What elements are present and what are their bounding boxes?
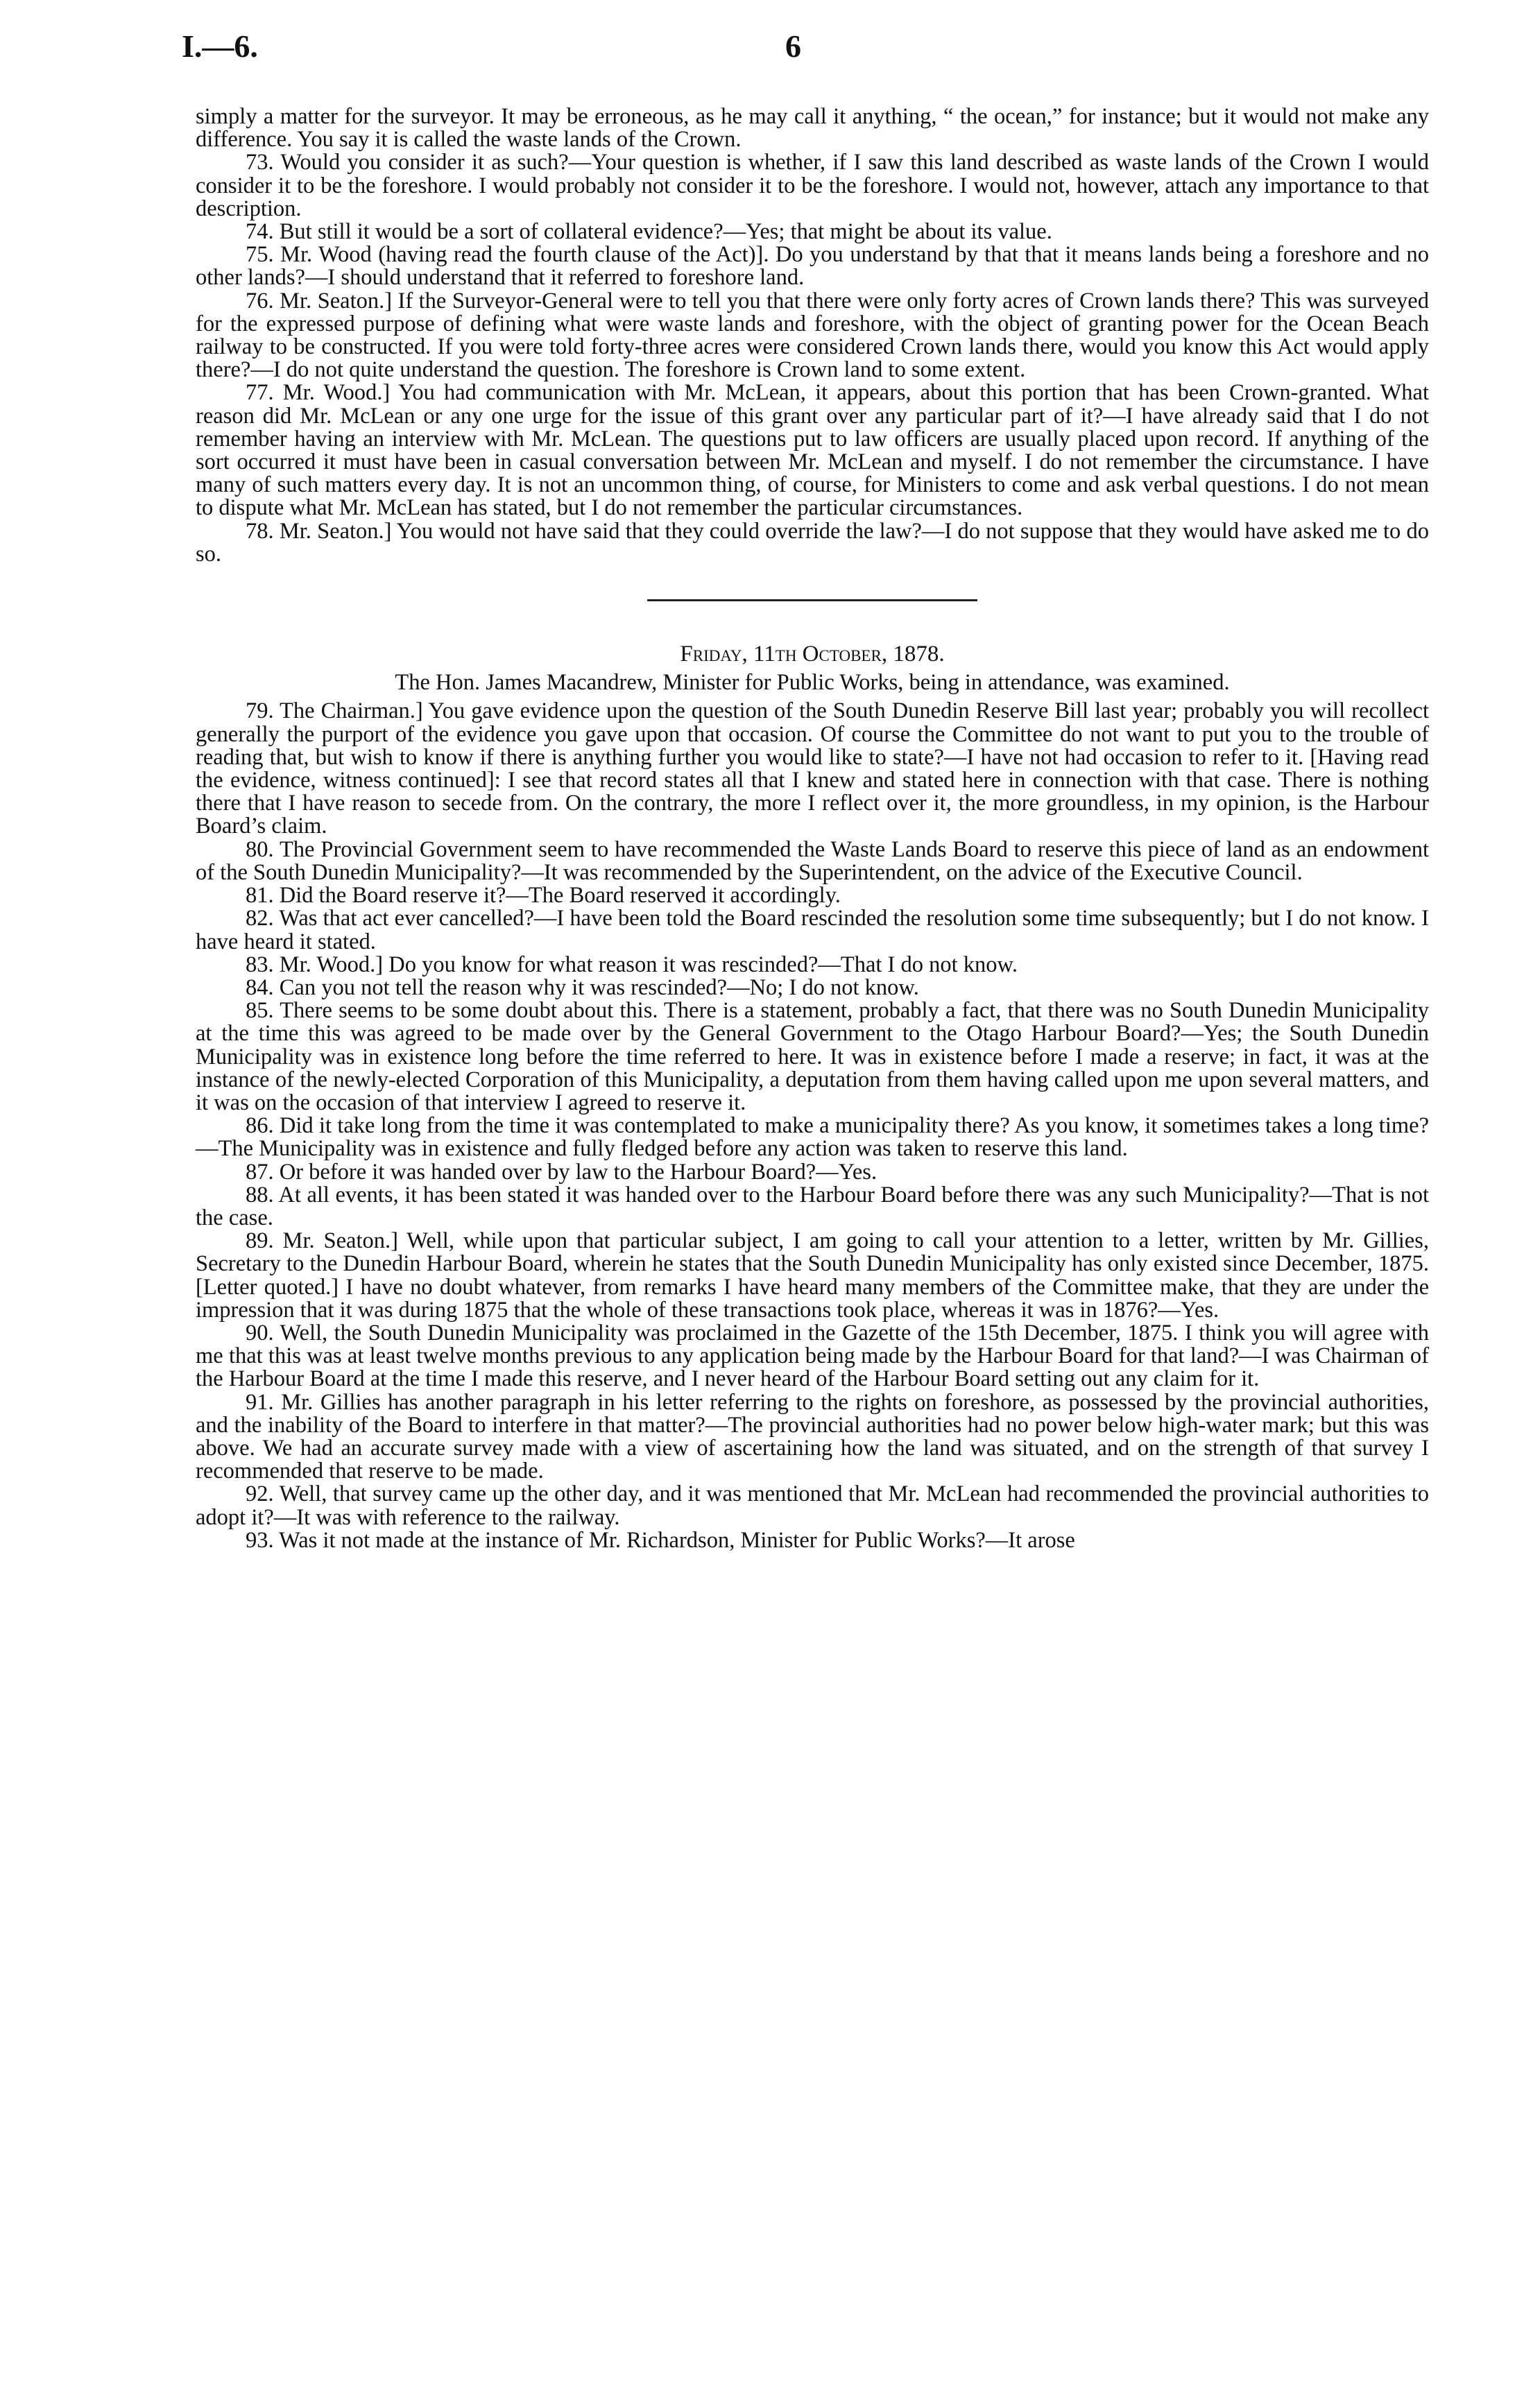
paragraph-76: 76. Mr. Seaton.] If the Surveyor-General were to tell you that there were only forty acres of Crown lands there? This was surveyed for the expressed purpose of defining what were waste lands and foreshore, with the object of granting power for the Ocean Beach railway to be constructed. If you were told forty-three acres were considered Crown lands there, would you know this Act would apply there?—I do not quite understand the question. The foreshore is Crown land to some extent. <box>196 288 1429 383</box>
paragraph-84: 84. Can you not tell the reason why it was rescinded?—No; I do not know. <box>246 974 919 1000</box>
paragraph-75: 75. Mr. Wood (having read the fourth clause of the Act)]. Do you understand by that that it means lands being a foreshore and no other lands?—I should understand that it referred to foreshore land. <box>196 242 1429 291</box>
document-body <box>196 105 1429 1552</box>
paragraph-91: 91. Mr. Gillies has another paragraph in his letter referring to the rights on foreshore, as possessed by the provincial authorities, and the inability of the Board to interfere in that matter?—The provincial authorities had no power below high-water mark; but this was above. We had an accurate survey made with a view of ascertaining how the land was situated, and on the strength of that survey I recommended that reserve to be made. <box>196 1389 1429 1484</box>
paragraph-89: 89. Mr. Seaton.] Well, while upon that particular subject, I am going to call your attention to a letter, written by Mr. Gillies, Secretary to the Dunedin Harbour Board, wherein he states that the South Dunedin Municipality has only existed since December, 1875. [Letter quoted.] I have no doubt whatever, from remarks I have heard many members of the Committee make, that they are under the impression that it was during 1875 that the whole of these transactions took place, whereas it was in 1876?—Yes. <box>196 1228 1429 1323</box>
parliamentary-paper-reference: I.—6. <box>182 28 258 64</box>
paragraph-73: 73. Would you consider it as such?—Your question is whether, if I saw this land described as waste lands of the Crown I would consider it to be the foreshore. I would probably not consider it to be the foreshore. I would not, however, attach any importance to that description. <box>196 150 1429 221</box>
session-date-heading: Friday, 11th October, 1878. <box>680 642 945 667</box>
paragraph-80: 80. The Provincial Government seem to have recommended the Waste Lands Board to reserve this piece of land as an endowment of the South Dunedin Municipality?—It was recommended by the Superintendent, on the advice of the Executive Council. <box>196 836 1429 885</box>
paragraph-77: 77. Mr. Wood.] You had communication with Mr. McLean, it appears, about this portion that has been Crown-granted. What reason did Mr. McLean or any one urge for the issue of this grant over any particular part of it?—I have already said that I do not remember having an interview with Mr. McLean. The questions put to law officers are usually placed upon record. If anything of the sort occurred it must have been in casual conversation between Mr. McLean and myself. I do not remember the circumstance. I have many of such matters every day. It is not an uncommon thing, of course, for Ministers to come and ask verbal questions. I do not mean to dispute what Mr. McLean has stated, but I do not remember the particular circumstances. <box>196 380 1429 521</box>
paragraph-74: 74. But still it would be a sort of collateral evidence?—Yes; that might be about its value. <box>246 219 1052 245</box>
paragraph-87: 87. Or before it was handed over by law to the Harbour Board?—Yes. <box>246 1159 877 1185</box>
page-header <box>182 28 1403 76</box>
paragraph-81: 81. Did the Board reserve it?—The Board reserved it accordingly. <box>246 883 841 909</box>
paragraph-90: 90. Well, the South Dunedin Municipality was proclaimed in the Gazette of the 15th December, 1875. I think you will agree with me that this was at least twelve months previous to any application being made by the Harbour Board for that land?—I was Chairman of the Harbour Board at the time I made this reserve, and I never heard of the Harbour Board setting out any claim for it. <box>196 1320 1429 1392</box>
paragraph-82: 82. Was that act ever cancelled?—I have been told the Board rescinded the resolution some time subsequently; but I do not know. I have heard it stated. <box>196 906 1429 954</box>
page-number: 6 <box>785 28 801 64</box>
section-divider <box>647 599 977 601</box>
witness-statement: The Hon. James Macandrew, Minister for Public Works, being in attendance, was examined. <box>395 670 1230 696</box>
continued-paragraph: simply a matter for the surveyor. It may be erroneous, as he may call it anything, “ the ocean,” for instance; but it would not make any difference. You say it is called the waste lands of the Crown. <box>196 104 1429 153</box>
paragraph-79: 79. The Chairman.] You gave evidence upon the question of the South Dunedin Reserve Bill last year; probably you will recollect generally the purport of the evidence you gave upon that occasion. Of course the Committee do not want to put you to the trouble of reading that, but wish to know if there is anything further you would like to state?—I have not had occasion to refer to it. [Having read the evidence, witness continued]: I see that record states all that I knew and stated here in connection with that case. There is nothing there that I have reason to secede from. On the contrary, the more I reflect over it, the more groundless, in my opinion, is the Harbour Board’s claim. <box>196 698 1429 839</box>
paragraph-92: 92. Well, that survey came up the other day, and it was mentioned that Mr. McLean had recommended the provincial authorities to adopt it?—It was with reference to the railway. <box>196 1481 1429 1530</box>
paragraph-85: 85. There seems to be some doubt about this. There is a statement, probably a fact, that there was no South Dunedin Municipality at the time this was agreed to be made over by the General Government to the Otago Harbour Board?—Yes; the South Dunedin Municipality was in existence long before the time referred to here. It was in existence before I made a reserve; in fact, it was at the instance of the newly-elected Corporation of this Municipality, a deputation from them having called upon me upon several matters, and it was on the occasion of that interview I agreed to reserve it. <box>196 998 1429 1115</box>
paragraph-83: 83. Mr. Wood.] Do you know for what reason it was rescinded?—That I do not know. <box>246 952 1018 977</box>
paragraph-88: 88. At all events, it has been stated it was handed over to the Harbour Board before there was any such Municipality?—That is not the case. <box>196 1182 1429 1230</box>
paragraph-78: 78. Mr. Seaton.] You would not have said that they could override the law?—I do not suppose that they would have asked me to do so. <box>196 518 1429 567</box>
paragraph-86: 86. Did it take long from the time it was contemplated to make a municipality there? As you know, it sometimes takes a long time?—The Municipality was in existence and fully fledged before any action was taken to reserve this land. <box>196 1113 1429 1162</box>
paragraph-93: 93. Was it not made at the instance of Mr. Richardson, Minister for Public Works?—It arose <box>246 1527 1075 1553</box>
